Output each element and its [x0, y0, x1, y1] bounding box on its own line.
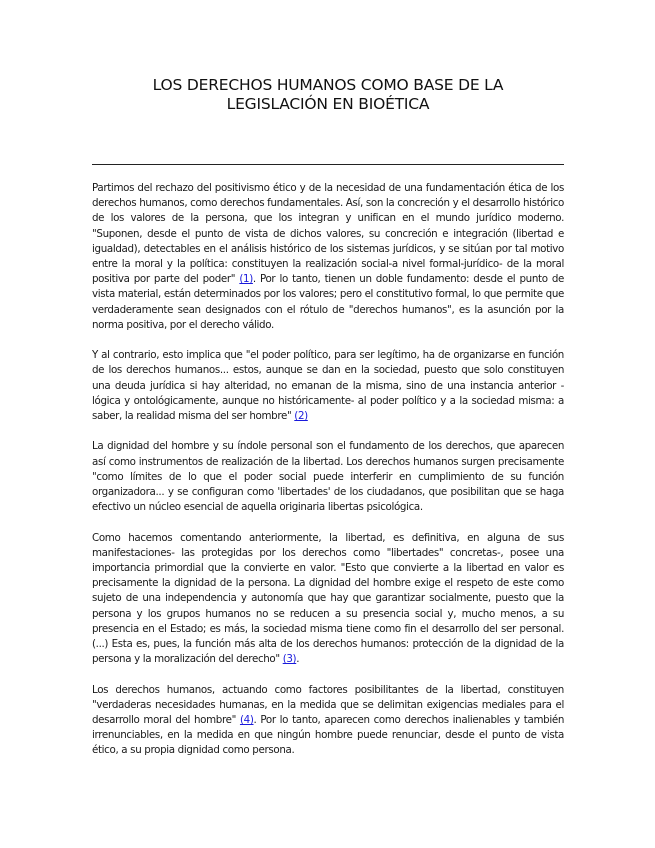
paragraph-3 [92, 439, 564, 515]
paragraph-text: . Por lo tanto, aparecen como derechos inalienables y también irrenunciables, en la medida en que ningún hombre puede renunciar, desde el punto de vista ético, a su propia dignidad como persona. [92, 714, 564, 757]
paragraph-text: Y al contrario, esto implica que "el poder político, para ser legítimo, ha de organizarse en función de los derechos humanos... estos, aunque se dan en la sociedad, puesto que solo constituyen una deuda jurídica si hay alteridad, no emanan de la misma, sino de una instancia anterior -lógica y ontológicamente, aunque no históricamente- al poder político y a la sociedad misma: a saber, la realidad misma del ser hombre" [92, 349, 564, 423]
title-line-2: LEGISLACIÓN EN BIOÉTICA [226, 95, 430, 113]
footnote-link-4[interactable]: (4) [239, 714, 254, 727]
paragraph-4 [92, 531, 564, 668]
document-title [92, 76, 564, 114]
paragraph-1 [92, 181, 564, 333]
paragraph-2 [92, 348, 564, 424]
horizontal-divider [92, 164, 564, 165]
paragraph-text: . [296, 653, 300, 666]
paragraph-text: . Por lo tanto, tienen un doble fundamento: desde el punto de vista material, están determinados por los valores; pero el constitutivo formal, lo que permite que verdaderamente sean designados con el rótulo de "derechos humanos", es la asunción por la norma positiva, por el derecho válido. [92, 273, 564, 331]
paragraph-text: La dignidad del hombre y su índole personal son el fundamento de los derechos, que aparecen así como instrumentos de realización de la libertad. Los derechos humanos surgen precisamente "como límites de lo que el poder social puede interferir en cumplimiento de su función organizadora... y se configuran como 'libertades' de los ciudadanos, que posibilitan que se haga efectivo un núcleo esencial de aquella originaria libertas psicológica. [92, 440, 564, 514]
footnote-link-1[interactable]: (1) [239, 273, 253, 286]
paragraph-text: Como hacemos comentando anteriormente, la libertad, es definitiva, en alguna de sus manifestaciones- las protegidas por los derechos como "libertades" concretas-, posee una importancia primordial que la convierte en valor. "Esto que convierte a la libertad en valor es precisamente la dignidad de la persona. La dignidad del hombre exige el respeto de este como sujeto de una independencia y autonomía que hay que garantizar socialmente, puesto que la persona y los grupos humanos no se reducen a su presencia social y, mucho menos, a su presencia en el Estado; es más, la sociedad misma tiene como fin el desarrollo del ser personal. (...) Esta es, pues, la función más alta de los derechos humanos: protección de la dignidad de la persona y la moralización del derecho" [92, 531, 564, 666]
paragraph-5 [92, 683, 564, 759]
footnote-link-2[interactable]: (2) [294, 410, 308, 423]
title-line-1: LOS DERECHOS HUMANOS COMO BASE DE LA [152, 76, 504, 94]
paragraph-text: Partimos del rechazo del positivismo ético y de la necesidad de una fundamentación ética de los derechos humanos, como derechos fundamentales. Así, son la concreción y el desarrollo histórico de los valores de la persona, que los integran y unifican en el mundo jurídico moderno. "Suponen, desde el punto de vista de dichos valores, su concreción e integración (libertad e igualdad), detectables en el análisis histórico de los sistemas jurídicos, y se sitúan por tal motivo entre la moral y la política: constituyen la realización social-a nivel formal-jurídico- de la moral positiva por parte del poder" [92, 182, 565, 286]
document-body [92, 181, 564, 774]
footnote-link-3[interactable]: (3) [282, 653, 297, 666]
paragraph-text: Los derechos humanos, actuando como factores posibilitantes de la libertad, constituyen "verdaderas necesidades humanas, en la medida que se delimitan exigencias mediales para el desarrollo moral del hombre" [92, 683, 564, 727]
